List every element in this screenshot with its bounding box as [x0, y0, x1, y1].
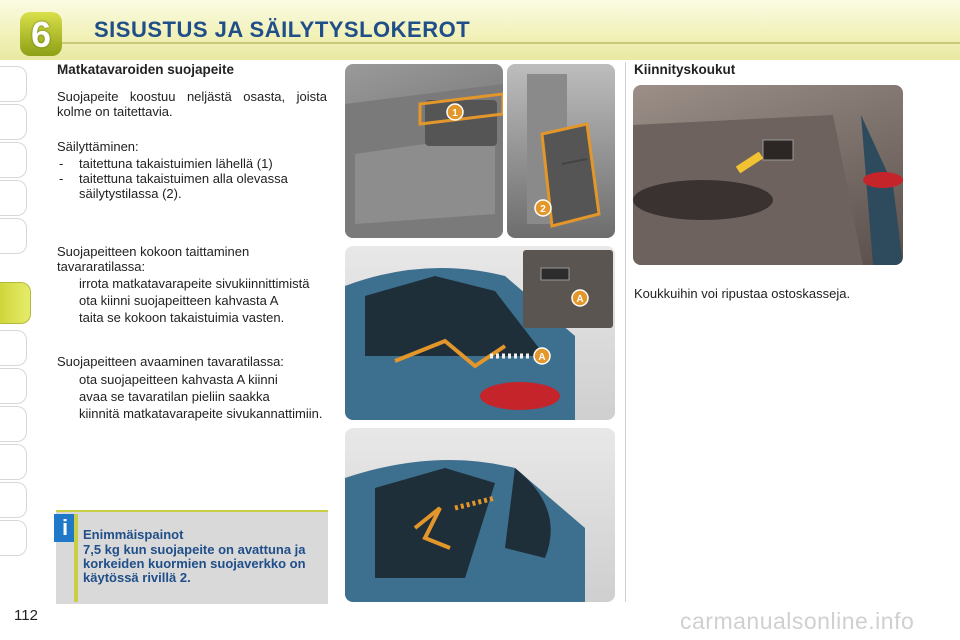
list-item: avaa se tavaratilan pieliin saakka: [79, 389, 270, 404]
hooks-heading: Kiinnityskoukut: [634, 62, 736, 77]
watermark: carmanualsonline.info: [680, 608, 915, 634]
intro-text: Suojapeite koostuu neljästä osasta, joista kolme on taitettavia.: [57, 89, 327, 119]
info-accent-bar: [74, 514, 78, 602]
list-item: ota kiinni suojapeitteen kahvasta A: [79, 293, 279, 308]
chapter-tab[interactable]: [0, 368, 27, 404]
car-open-image: [345, 428, 615, 602]
chapter-tab[interactable]: [0, 520, 27, 556]
open-list: [57, 372, 327, 421]
chapter-tab[interactable]: [0, 406, 27, 442]
info-text: 7,5 kg kun suojapeite on avattuna ja korkeiden kuormien suojaverkko on käytössä rivillä 2.: [83, 542, 306, 585]
callout-a: A: [538, 352, 546, 363]
fold-label: Suojapeitteen kokoon taittaminen tavararatilassa:: [57, 244, 250, 274]
dash-marker: -: [59, 156, 64, 171]
list-item: - taitettuna takaistuimien lähellä (1): [59, 156, 273, 171]
callout-2: 2: [540, 204, 546, 215]
callout-1: 1: [452, 108, 458, 119]
hooks-text: Koukkuihin voi ripustaa ostoskasseja.: [634, 286, 851, 301]
open-label: Suojapeitteen avaaminen tavaratilassa:: [57, 354, 284, 369]
chapter-number: 6: [30, 14, 52, 55]
trunk-cover-image-2: [507, 64, 615, 238]
dash-marker: -: [59, 171, 64, 186]
info-title: Enimmäispainot: [83, 527, 184, 542]
chapter-tabs: [0, 60, 30, 580]
list-item: ota suojapeitteen kahvasta A kiinni: [79, 372, 278, 387]
page-number: 112: [14, 607, 38, 624]
storage-list: [57, 156, 327, 201]
chapter-tab[interactable]: [0, 66, 27, 102]
chapter-tab[interactable]: [0, 104, 27, 140]
list-item: irrota matkatavarapeite sivukiinnittimistä: [79, 276, 310, 291]
list-item: taita se kokoon takaistuimia vasten.: [79, 310, 285, 325]
section-heading: Matkatavaroiden suojapeite: [57, 62, 235, 77]
list-item: kiinnitä matkatavarapeite sivukannattimiin.: [79, 406, 323, 421]
chapter-badge: [16, 10, 66, 60]
chapter-tab[interactable]: [0, 180, 27, 216]
page-title: SISUSTUS JA SÄILYTYSLOKEROT: [94, 17, 471, 42]
car-fold-image: [345, 246, 615, 420]
chapter-tab[interactable]: [0, 444, 27, 480]
fold-list: [57, 276, 327, 325]
left-column: [57, 62, 327, 421]
chapter-tab[interactable]: [0, 482, 27, 518]
info-icon: i: [54, 514, 76, 542]
chapter-tab[interactable]: [0, 142, 27, 178]
chapter-tab[interactable]: [0, 218, 27, 254]
column-divider: [625, 62, 626, 602]
hooks-image: [633, 85, 903, 265]
list-item: - taitettuna takaistuimen alla olevassa säilytystilassa (2).: [59, 171, 288, 201]
storage-label: Säilyttäminen:: [57, 139, 139, 154]
chapter-tab[interactable]: [0, 330, 27, 366]
chapter-tab-active[interactable]: [0, 282, 31, 324]
trunk-cover-image-1: [345, 64, 503, 238]
callout-a-detail: A: [576, 294, 584, 305]
